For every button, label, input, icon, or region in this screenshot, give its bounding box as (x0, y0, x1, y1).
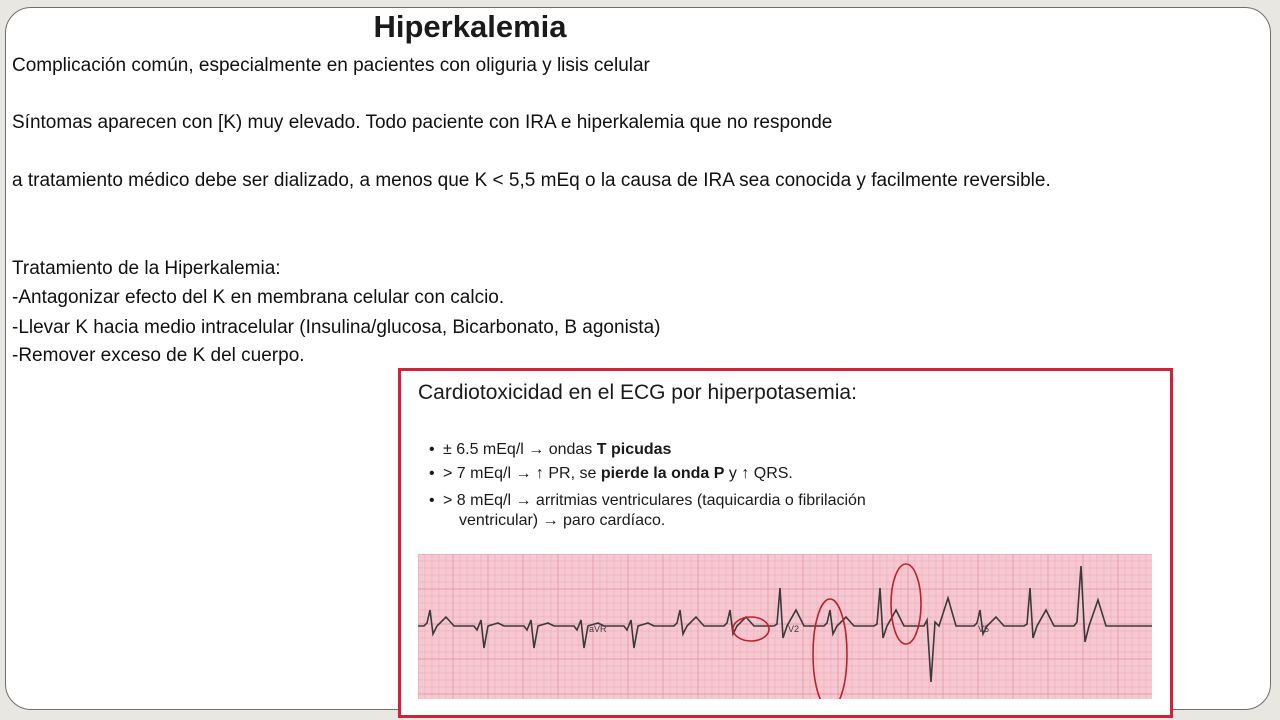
figure-item: • > 8 mEq/l → arritmias ventriculares (taquicardia o fibrilación (429, 492, 866, 509)
ecg-lead-label: V5 (978, 624, 990, 634)
bullet-icon: • (429, 441, 435, 458)
figure-item-continuation: ventricular) → paro cardíaco. (459, 512, 666, 529)
treatment-item: -Antagonizar efecto del K en membrana celular con calcio. (12, 287, 505, 308)
bullet-icon: • (429, 492, 435, 509)
bullet-icon: • (429, 465, 435, 482)
treatment-item: -Remover exceso de K del cuerpo. (12, 345, 305, 366)
treatment-item: -Llevar K hacia medio intracelular (Insulina/glucosa, Bicarbonato, B agonista) (12, 317, 661, 338)
ecg-lead-label: V2 (788, 624, 800, 634)
intro-line: Complicación común, especialmente en pacientes con oliguria y lisis celular (12, 55, 650, 76)
treatment-heading: Tratamiento de la Hiperkalemia: (12, 258, 281, 279)
symptoms-paragraph: Síntomas aparecen con [K) muy elevado. Todo paciente con IRA e hiperkalemia que no responde (12, 112, 833, 133)
slide-title: Hiperkalemia (373, 9, 567, 44)
figure-item: • > 7 mEq/l → ↑ PR, se pierde la onda P y ↑ QRS. (429, 465, 793, 482)
ecg-lead-label: aVR (589, 624, 607, 634)
figure-title: Cardiotoxicidad en el ECG por hiperpotasemia: (418, 381, 857, 404)
dialysis-paragraph: a tratamiento médico debe ser dializado, a menos que K < 5,5 mEq o la causa de IRA sea conocida y facilmente reversible. (12, 170, 1051, 191)
figure-item: • ± 6.5 mEq/l → ondas T picudas (429, 441, 672, 458)
ecg-figure (398, 368, 1173, 718)
ecg-strip (418, 554, 1152, 699)
